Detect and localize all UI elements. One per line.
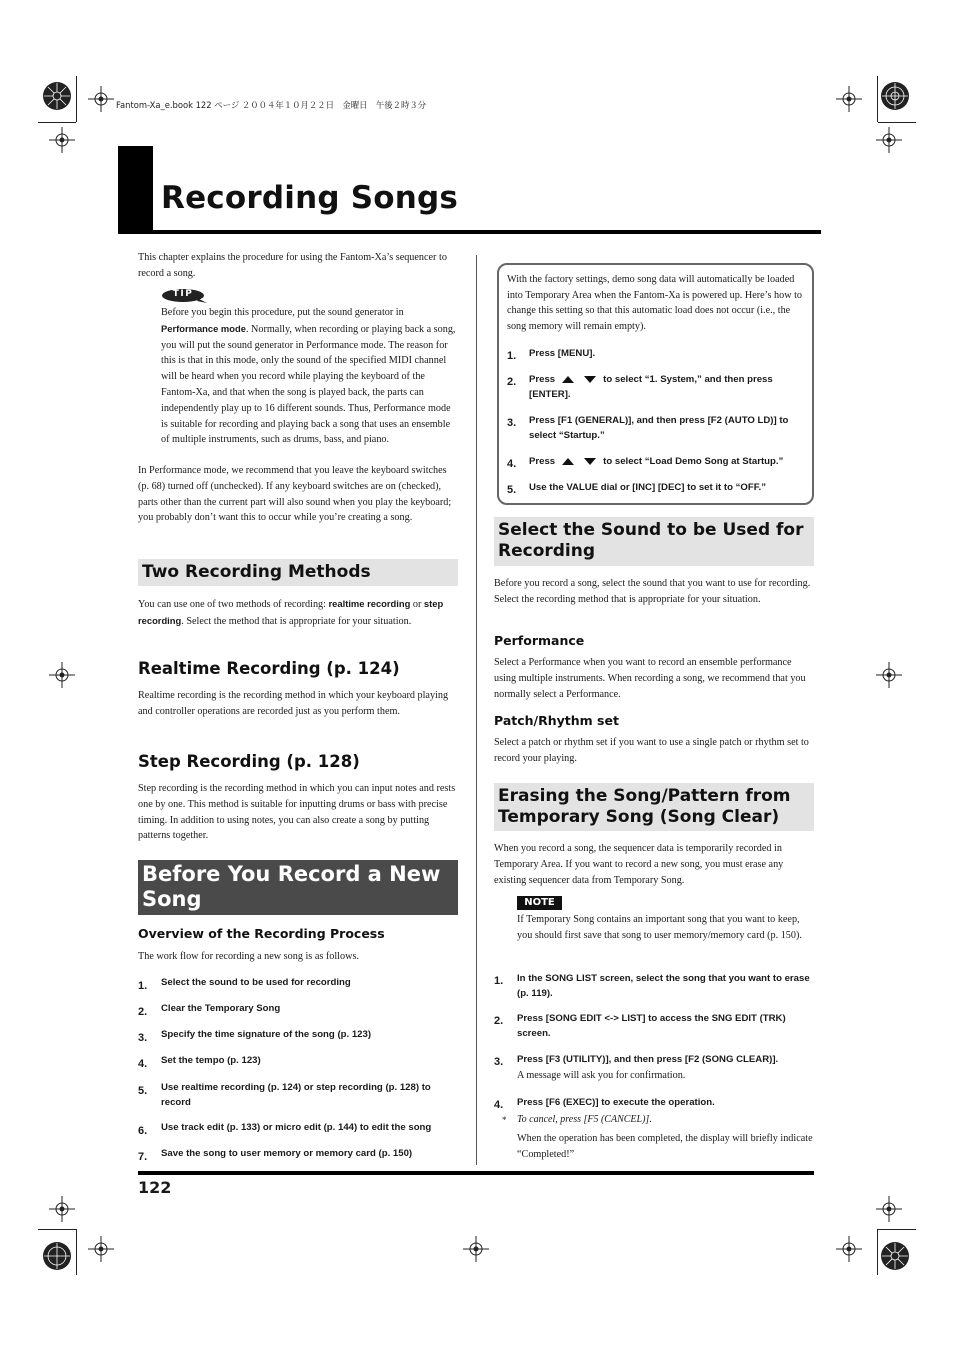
step-text xyxy=(529,373,807,402)
step-text: Press [F6 (EXEC)] to execute the operation. xyxy=(517,1097,715,1108)
cursor-down-icon xyxy=(584,376,596,383)
note-badge xyxy=(517,896,562,910)
list-item xyxy=(507,413,807,441)
step-text: Save the song to user memory or memory card (p. 150) xyxy=(161,1148,413,1159)
step-text: Specify the time signature of the song (p. 123) xyxy=(161,1029,372,1040)
step-number: 6. xyxy=(138,1125,148,1137)
step-text-b: to select “1. System,” and then press [ENTER]. xyxy=(529,374,773,400)
two-methods-text-b: or xyxy=(410,599,424,610)
step-number: 1. xyxy=(507,350,517,362)
step-text: Press [MENU]. xyxy=(529,348,596,359)
footer-rule xyxy=(138,1171,814,1175)
step-text: Press [F3 (UTILITY)], and then press [F2 (SONG CLEAR)]. xyxy=(517,1054,779,1065)
realtime-heading: Realtime Recording (p. 124) xyxy=(138,659,400,678)
tip-text xyxy=(161,305,458,448)
step-number: 3. xyxy=(507,417,517,429)
tip-text-a: Before you begin this procedure, put the sound generator in xyxy=(161,307,404,318)
box-intro: With the factory settings, demo song data will automatically be loaded into Temporary Area when the Fantom-Xa is powered up. Here’s how to change this setting so that this automatic load does not occur (i.e., the song memory will remain empty). xyxy=(507,274,803,332)
keyword-step: step recording xyxy=(138,598,444,626)
cursor-down-icon xyxy=(584,458,596,465)
step-number: 1. xyxy=(494,975,504,987)
step-number: 4. xyxy=(507,458,517,470)
step-number: 7. xyxy=(138,1151,148,1163)
step-text: Press [F1 (GENERAL)], and then press [F2 (AUTO LD)] to select “Startup.” xyxy=(529,415,789,441)
registration-mark-icon xyxy=(879,80,911,112)
page-title: Recording Songs xyxy=(161,180,459,216)
step-number: 3. xyxy=(494,1056,504,1068)
note-badge-label: NOTE xyxy=(524,897,555,908)
performance-text: Select a Performance when you want to record an ensemble performance using multiple instruments. When recording a song, we recommend that you normally select a Performance. xyxy=(494,657,806,700)
step-number: 5. xyxy=(507,484,517,496)
crosshair-icon xyxy=(49,1196,75,1222)
performance-mode-paragraph: In Performance mode, we recommend that you leave the keyboard switches (p. 68) turned off (unchecked). If any keyboard switches are on (checked), parts other than the current part will also sound when you play the keyboard; you probably don’t want this to occur while you’re creating a song. xyxy=(138,465,452,524)
step-number: 5. xyxy=(138,1085,148,1097)
patch-rhythm-subheading: Patch/Rhythm set xyxy=(494,713,619,728)
list-item xyxy=(507,372,807,400)
demo-song-box xyxy=(497,263,814,505)
crosshair-icon xyxy=(876,127,902,153)
list-item xyxy=(138,1121,460,1139)
select-sound-heading-bar xyxy=(494,517,814,566)
crosshair-icon xyxy=(463,1236,489,1262)
before-heading: Before You Record a New Song xyxy=(142,862,441,911)
registration-mark-icon xyxy=(41,1240,73,1272)
patch-rhythm-text: Select a patch or rhythm set if you want to use a single patch or rhythm set to record your playing. xyxy=(494,737,809,764)
step-number: 3. xyxy=(138,1032,148,1044)
step-number: 4. xyxy=(138,1058,148,1070)
list-item xyxy=(494,1095,814,1113)
cursor-up-icon xyxy=(562,376,574,383)
list-item xyxy=(507,454,807,472)
book-header-line: Fantom-Xa_e.book 122 ページ ２００４年１０月２２日 金曜日 午後２時３分 xyxy=(116,100,427,110)
list-item xyxy=(138,1002,460,1020)
cancel-star: * xyxy=(502,1115,507,1125)
overview-subheading: Overview of the Recording Process xyxy=(138,926,385,941)
step-number: 1. xyxy=(138,980,148,992)
cancel-note: To cancel, press [F5 (CANCEL)]. xyxy=(517,1114,652,1125)
performance-subheading: Performance xyxy=(494,633,585,648)
step-number: 2. xyxy=(507,376,517,388)
tip-text-b: . Normally, when recording or playing back a song, you will put the sound generator in Performance mode. The reason for this is that in this mode, only the sound of the specified MIDI channel will be heard when you record while playing the keyboard of the Fantom-Xa, and that when the song is played back, the parts can independently play up to 16 different sounds. Thus, Performance mode is suitable for recording and playing back a song that uses an ensemble of multiple instruments, such as drums, bass, and piano. xyxy=(161,323,456,446)
list-item xyxy=(138,976,460,994)
step-number: 2. xyxy=(138,1006,148,1018)
step-text xyxy=(529,455,809,470)
keyword-realtime: realtime recording xyxy=(328,598,411,609)
two-methods-heading-bar xyxy=(138,559,458,586)
list-item xyxy=(138,1054,460,1072)
step-text-a: Press xyxy=(529,456,556,467)
registration-mark-icon xyxy=(879,1240,911,1272)
two-methods-heading: Two Recording Methods xyxy=(142,562,371,582)
note-text: If Temporary Song contains an important song that you want to keep, you should first save that song to user memory/memory card (p. 150). xyxy=(517,914,802,941)
step-recording-text: Step recording is the recording method in which you can input notes and rests one by one. This method is suitable for inputting drums or bass with precise timing. In addition to using notes, you can also create a song by putting patterns together. xyxy=(138,783,456,842)
erase-heading: Erasing the Song/Pattern from Temporary Song (Song Clear) xyxy=(498,786,791,827)
title-rule xyxy=(118,230,821,234)
two-methods-text xyxy=(138,596,458,630)
list-item xyxy=(494,971,814,999)
list-item xyxy=(138,1028,460,1046)
step-number: 4. xyxy=(494,1099,504,1111)
step-text: Press [SONG EDIT <-> LIST] to access the SNG EDIT (TRK) screen. xyxy=(517,1013,786,1039)
completed-text: When the operation has been completed, the display will briefly indicate “Completed!” xyxy=(517,1133,813,1160)
column-divider xyxy=(476,255,477,1165)
select-sound-text: Before you record a song, select the sound that you want to use for recording. Select the recording method that is appropriate for your situation. xyxy=(494,578,811,605)
tip-keyword: Performance mode xyxy=(161,322,246,334)
registration-mark-icon xyxy=(41,80,73,112)
tip-badge xyxy=(161,288,207,303)
crosshair-icon xyxy=(88,86,114,112)
title-block xyxy=(118,146,153,234)
list-item xyxy=(138,1147,460,1165)
step-text-a: Press xyxy=(529,374,556,385)
realtime-text: Realtime recording is the recording method in which your keyboard playing and controller operations are recorded just as you perform them. xyxy=(138,690,449,717)
page-number: 122 xyxy=(138,1178,172,1197)
crosshair-icon xyxy=(88,1236,114,1262)
step-text: Use track edit (p. 133) or micro edit (p. 144) to edit the song xyxy=(161,1122,432,1133)
two-methods-text-c: . Select the method that is appropriate for your situation. xyxy=(181,615,412,627)
crosshair-icon xyxy=(876,1196,902,1222)
list-item xyxy=(507,480,807,498)
cursor-up-icon xyxy=(562,458,574,465)
crosshair-icon xyxy=(49,127,75,153)
overview-intro: The work flow for recording a new song is as follows. xyxy=(138,951,359,962)
step-number: 2. xyxy=(494,1015,504,1027)
step-text: Use the VALUE dial or [INC] [DEC] to set it to “OFF.” xyxy=(529,482,767,493)
two-methods-text-a: You can use one of two methods of recording: xyxy=(138,599,329,610)
erase-text: When you record a song, the sequencer data is temporarily recorded in Temporary Area. If you want to record a new song, you must erase any existing sequencer data from Temporary Song. xyxy=(494,843,784,886)
intro-text: This chapter explains the procedure for using the Fantom-Xa’s sequencer to record a song. xyxy=(138,252,447,279)
step-text: In the SONG LIST screen, select the song that you want to erase (p. 119). xyxy=(517,973,810,999)
erase-heading-bar xyxy=(494,783,814,831)
step-recording-heading: Step Recording (p. 128) xyxy=(138,752,360,771)
step-text-b: to select “Load Demo Song at Startup.” xyxy=(603,456,784,467)
step-text: Use realtime recording (p. 124) or step recording (p. 128) to record xyxy=(161,1082,431,1108)
crosshair-icon xyxy=(836,1236,862,1262)
list-item xyxy=(494,1011,814,1039)
crosshair-icon xyxy=(49,662,75,688)
step-text: Clear the Temporary Song xyxy=(161,1003,281,1014)
list-item xyxy=(507,346,807,364)
select-sound-heading: Select the Sound to be Used for Recording xyxy=(498,520,804,561)
step-note: A message will ask you for confirmation. xyxy=(517,1070,686,1081)
crosshair-icon xyxy=(876,662,902,688)
step-text: Set the tempo (p. 123) xyxy=(161,1055,261,1066)
step-text: Select the sound to be used for recording xyxy=(161,977,351,988)
crosshair-icon xyxy=(836,86,862,112)
list-item xyxy=(494,1052,814,1081)
before-heading-bar xyxy=(138,860,458,915)
tip-badge-label: TIP xyxy=(172,289,194,299)
list-item xyxy=(138,1081,460,1108)
